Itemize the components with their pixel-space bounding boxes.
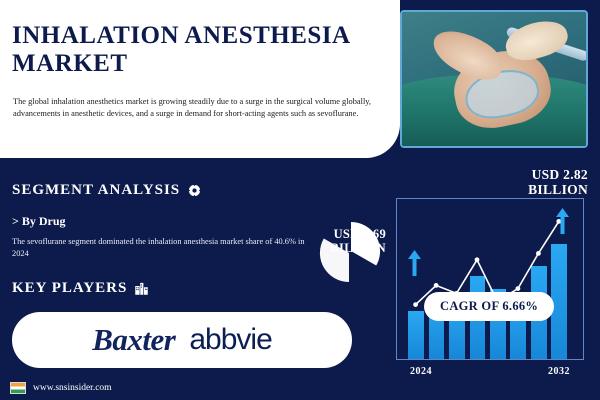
page-title: INHALATION ANESTHESIA MARKET <box>12 22 350 77</box>
india-flag-icon <box>10 382 26 394</box>
footer <box>0 376 600 400</box>
hero-image <box>400 10 588 148</box>
player-logo-baxter: Baxter <box>92 322 176 357</box>
start-value-number: USD 1.69 <box>333 227 386 241</box>
footer-url[interactable]: www.snsinsider.com <box>33 383 112 393</box>
header-description: The global inhalation anesthetics market is growing steadily due to a surge in the surgical volume globally, advancements in anesthetic devices, and a surge in demand for short-acting agents such as sevoflurane. <box>13 97 372 118</box>
start-value-callout <box>330 228 386 256</box>
segment-heading-label: SEGMENT ANALYSIS <box>12 182 181 198</box>
end-value-unit: BILLION <box>528 181 588 197</box>
player-logo-abbvie: abbvie <box>189 323 272 356</box>
gear-icon <box>187 183 202 198</box>
chart-x-axis-labels <box>396 366 584 377</box>
cagr-badge: CAGR OF 6.66% <box>424 292 554 321</box>
building-icon <box>134 281 149 296</box>
start-value-unit: BILLION <box>330 240 386 255</box>
arrow-up-icon-end <box>556 208 569 234</box>
segment-description: The sevoflurane segment dominated the inhalation anesthesia market share of 40.6% in 2024 <box>12 237 305 259</box>
header-panel <box>0 0 400 158</box>
segment-analysis-heading <box>12 182 202 199</box>
arrow-up-icon-start <box>408 250 421 276</box>
key-players-label: KEY PLAYERS <box>12 280 128 296</box>
key-players-heading <box>12 280 149 297</box>
end-value-number: USD 2.82 <box>531 167 588 182</box>
x-tick-end: 2032 <box>548 366 570 377</box>
key-players-box <box>12 312 352 368</box>
x-tick-start: 2024 <box>410 366 432 377</box>
end-value-callout <box>528 168 588 198</box>
segment-subheading: > By Drug <box>12 214 66 228</box>
